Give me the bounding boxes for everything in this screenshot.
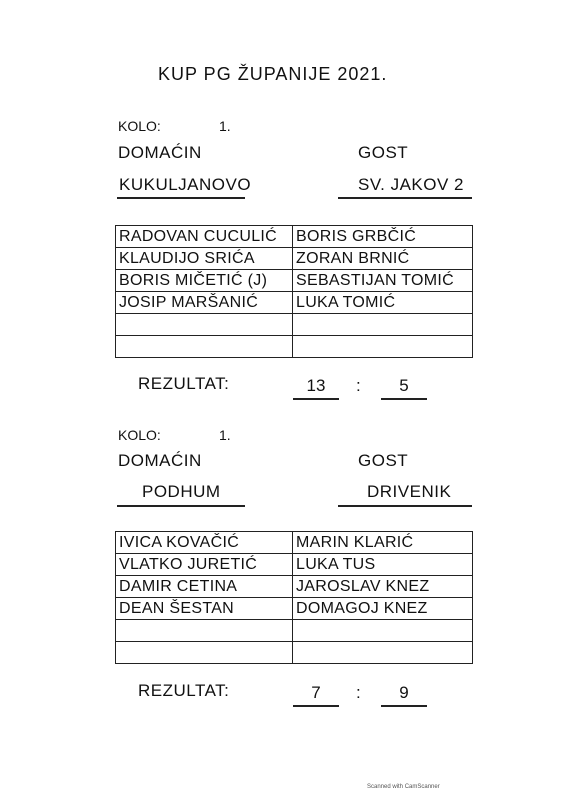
home-label: DOMAĆIN bbox=[118, 451, 202, 470]
roster-table bbox=[115, 225, 473, 358]
home-player: JOSIP MARŠANIĆ bbox=[116, 292, 293, 314]
away-label: GOST bbox=[358, 451, 409, 470]
away-player: BORIS GRBČIĆ bbox=[293, 226, 473, 248]
home-team-underline bbox=[117, 505, 245, 507]
away-player: DOMAGOJ KNEZ bbox=[293, 598, 473, 620]
table-row bbox=[116, 270, 473, 292]
home-player bbox=[116, 642, 293, 664]
home-player bbox=[116, 336, 293, 358]
home-team-underline bbox=[117, 197, 245, 199]
table-row bbox=[116, 226, 473, 248]
away-score-underline bbox=[381, 398, 427, 400]
away-player bbox=[293, 620, 473, 642]
table-row bbox=[116, 642, 473, 664]
table-row bbox=[116, 576, 473, 598]
home-score-underline bbox=[293, 705, 339, 707]
home-player: KLAUDIJO SRIĆA bbox=[116, 248, 293, 270]
home-player bbox=[116, 314, 293, 336]
home-team: PODHUM bbox=[142, 482, 221, 501]
roster-table bbox=[115, 531, 473, 664]
score-separator: : bbox=[356, 683, 362, 702]
home-label: DOMAĆIN bbox=[118, 143, 202, 162]
away-team: DRIVENIK bbox=[367, 482, 452, 501]
away-team-underline bbox=[338, 197, 472, 199]
away-player bbox=[293, 314, 473, 336]
away-team-underline bbox=[338, 505, 472, 507]
table-row bbox=[116, 248, 473, 270]
home-player bbox=[116, 620, 293, 642]
away-player: MARIN KLARIĆ bbox=[293, 532, 473, 554]
away-score: 9 bbox=[399, 683, 409, 702]
home-player: BORIS MIČETIĆ (J) bbox=[116, 270, 293, 292]
home-score: 7 bbox=[311, 683, 321, 702]
home-player: DAMIR CETINA bbox=[116, 576, 293, 598]
table-row bbox=[116, 292, 473, 314]
round-value: 1. bbox=[219, 427, 231, 443]
away-player: ZORAN BRNIĆ bbox=[293, 248, 473, 270]
home-score-underline bbox=[293, 398, 339, 400]
away-label: GOST bbox=[358, 143, 409, 162]
result-label: REZULTAT: bbox=[138, 681, 230, 700]
table-row bbox=[116, 598, 473, 620]
home-score: 13 bbox=[306, 376, 326, 395]
score-separator: : bbox=[356, 376, 362, 395]
table-row bbox=[116, 532, 473, 554]
table-row bbox=[116, 336, 473, 358]
round-label: KOLO: bbox=[118, 118, 161, 134]
away-player: LUKA TOMIĆ bbox=[293, 292, 473, 314]
home-player: RADOVAN CUCULIĆ bbox=[116, 226, 293, 248]
away-player bbox=[293, 336, 473, 358]
away-player: JAROSLAV KNEZ bbox=[293, 576, 473, 598]
away-score: 5 bbox=[399, 376, 409, 395]
away-team: SV. JAKOV 2 bbox=[358, 175, 464, 194]
away-player: SEBASTIJAN TOMIĆ bbox=[293, 270, 473, 292]
result-label: REZULTAT: bbox=[138, 374, 230, 393]
page-title: KUP PG ŽUPANIJE 2021. bbox=[158, 64, 388, 84]
round-label: KOLO: bbox=[118, 427, 161, 443]
away-player: LUKA TUS bbox=[293, 554, 473, 576]
home-player: IVICA KOVAČIĆ bbox=[116, 532, 293, 554]
away-player bbox=[293, 642, 473, 664]
table-row bbox=[116, 620, 473, 642]
home-player: DEAN ŠESTAN bbox=[116, 598, 293, 620]
table-row bbox=[116, 554, 473, 576]
home-team: KUKULJANOVO bbox=[119, 175, 252, 194]
scanner-watermark: Scanned with CamScanner bbox=[367, 784, 440, 790]
table-row bbox=[116, 314, 473, 336]
round-value: 1. bbox=[219, 118, 231, 134]
away-score-underline bbox=[381, 705, 427, 707]
home-player: VLATKO JURETIĆ bbox=[116, 554, 293, 576]
